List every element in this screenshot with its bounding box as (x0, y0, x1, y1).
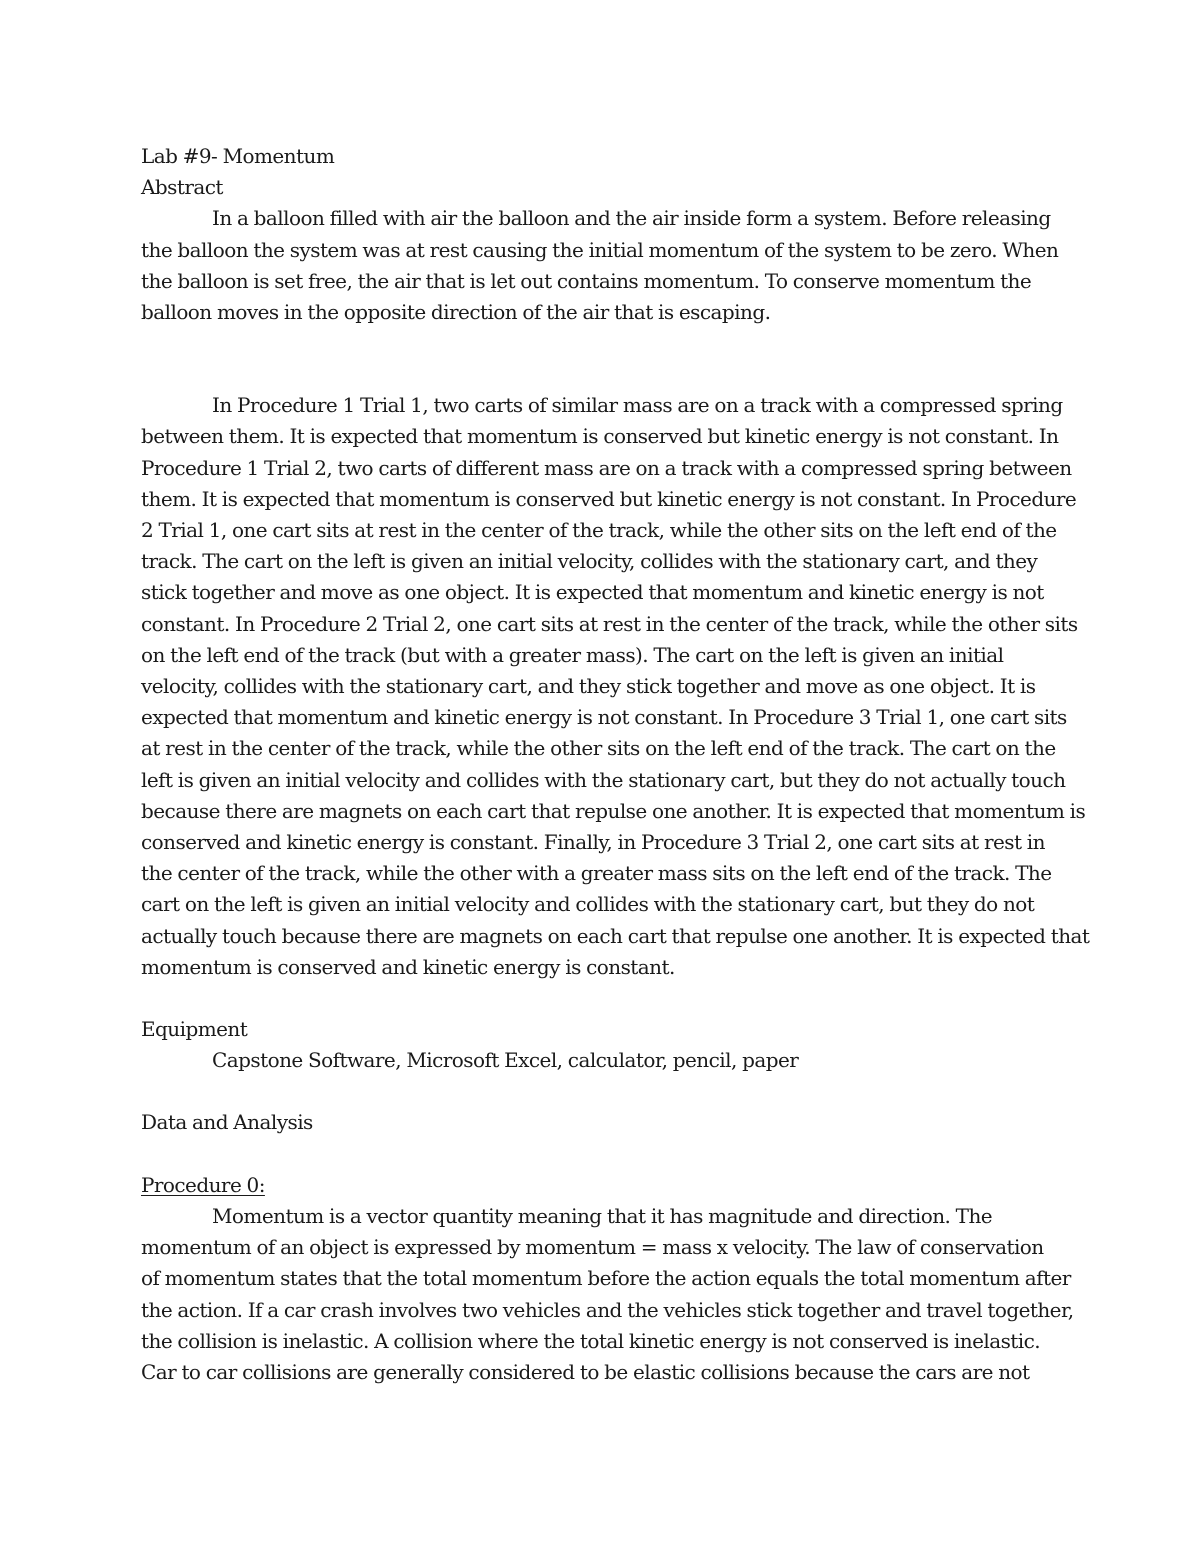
text-line: In Procedure 1 Trial 1, two carts of similar mass are on a track with a compressed spring (212, 393, 1063, 418)
paragraph-spacer (141, 983, 1059, 1014)
equipment-list: Capstone Software, Microsoft Excel, calculator, pencil, paper (212, 1048, 799, 1073)
text-line: In a balloon filled with air the balloon and the air inside form a system. Before releasing (212, 206, 1051, 231)
text-line: the balloon is set free, the air that is let out contains momentum. To conserve momentum the (141, 268, 1032, 293)
text-line: the collision is inelastic. A collision where the total kinetic energy is not conserved is inelastic. (141, 1328, 1041, 1353)
text-line: the action. If a car crash involves two vehicles and the vehicles stick together and travel together, (141, 1297, 1074, 1322)
paragraph-spacer (141, 1076, 1059, 1107)
abstract-paragraph-1 (141, 203, 1059, 328)
text-line: velocity, collides with the stationary cart, and they stick together and move as one object. It is (141, 674, 1036, 699)
text-line: cart on the left is given an initial velocity and collides with the stationary cart, but they do not (141, 892, 1035, 917)
document-page (141, 141, 1090, 1388)
document-title: Lab #9- Momentum (141, 144, 335, 168)
text-line: stick together and move as one object. It is expected that momentum and kinetic energy is not (141, 580, 1044, 605)
paragraph-spacer (141, 328, 1059, 390)
text-line: them. It is expected that momentum is conserved but kinetic energy is not constant. In Procedure (141, 486, 1077, 511)
text-line: momentum of an object is expressed by momentum = mass x velocity. The law of conservation (141, 1235, 1044, 1260)
abstract-heading: Abstract (141, 175, 223, 200)
text-line: at rest in the center of the track, while the other sits on the left end of the track. The cart on the (141, 736, 1056, 761)
paragraph-spacer (141, 1139, 1059, 1170)
text-line: between them. It is expected that momentum is conserved but kinetic energy is not constant. In (141, 424, 1059, 449)
text-line: the center of the track, while the other with a greater mass sits on the left end of the track. The (141, 861, 1052, 886)
text-line: track. The cart on the left is given an initial velocity, collides with the stationary cart, and they (141, 549, 1038, 574)
text-line: Car to car collisions are generally considered to be elastic collisions because the cars are not (141, 1359, 1030, 1384)
text-line: actually touch because there are magnets on each cart that repulse one another. It is expected that (141, 923, 1090, 948)
text-line: because there are magnets on each cart that repulse one another. It is expected that momentum is (141, 798, 1086, 823)
text-line: 2 Trial 1, one cart sits at rest in the center of the track, while the other sits on the left end of the (141, 518, 1057, 543)
text-line: on the left end of the track (but with a greater mass). The cart on the left is given an initial (141, 642, 1004, 667)
equipment-heading: Equipment (141, 1017, 248, 1042)
data-analysis-heading: Data and Analysis (141, 1110, 313, 1135)
abstract-paragraph-2 (141, 390, 1090, 983)
text-line: left is given an initial velocity and collides with the stationary cart, but they do not actually touch (141, 767, 1066, 792)
procedure-0-heading: Procedure 0: (141, 1172, 265, 1197)
text-line: Momentum is a vector quantity meaning that it has magnitude and direction. The (212, 1203, 993, 1228)
text-line: expected that momentum and kinetic energy is not constant. In Procedure 3 Trial 1, one cart sits (141, 705, 1067, 730)
text-line: constant. In Procedure 2 Trial 2, one cart sits at rest in the center of the track, while the other sits (141, 611, 1078, 636)
text-line: balloon moves in the opposite direction of the air that is escaping. (141, 300, 771, 325)
text-line: Procedure 1 Trial 2, two carts of different mass are on a track with a compressed spring between (141, 455, 1072, 480)
text-line: conserved and kinetic energy is constant. Finally, in Procedure 3 Trial 2, one cart sits at rest in (141, 830, 1045, 855)
procedure-0-paragraph (141, 1201, 1074, 1388)
text-line: momentum is conserved and kinetic energy is constant. (141, 954, 675, 979)
text-line: the balloon the system was at rest causing the initial momentum of the system to be zero. When (141, 237, 1059, 262)
text-line: of momentum states that the total momentum before the action equals the total momentum after (141, 1266, 1071, 1291)
